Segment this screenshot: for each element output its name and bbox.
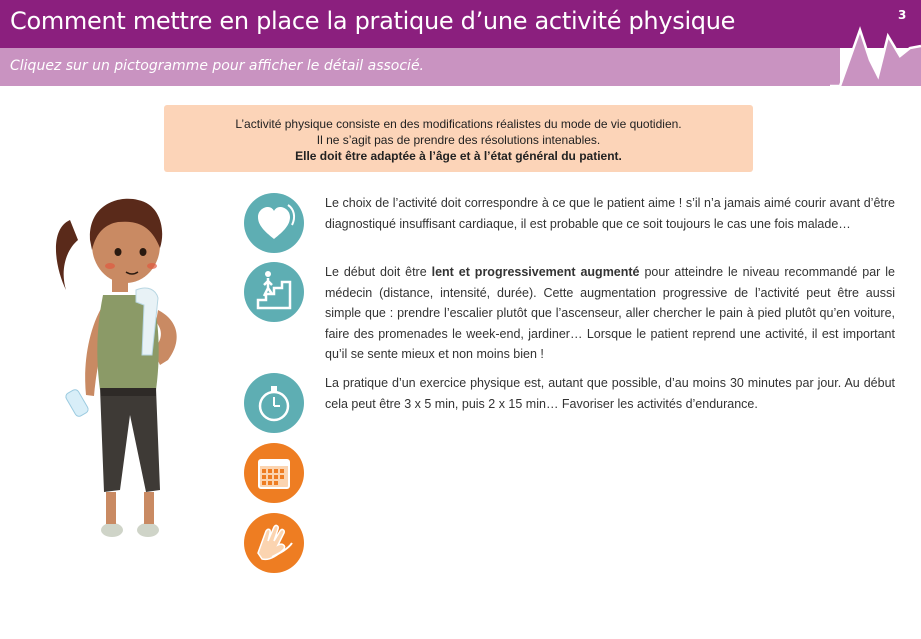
intro-line-1: L’activité physique consiste en des modifications réalistes du mode de vie quotidien. [235,117,682,131]
stairs-icon[interactable] [244,262,304,322]
page-number: 3 [898,8,907,22]
paragraph-progression-start: Le début doit être [325,265,432,279]
paragraph-preferences: Le choix de l’activité doit correspondre à ce que le patient aime ! s’il n’a jamais aimé courir avant d’être diagnostiqué insuffisant cardiaque, il est probable que ce soit toujours le cas une fois malade… [325,196,895,231]
header-bar [0,0,921,48]
paragraph-progression-end: pour atteindre le niveau recommandé par le médecin (distance, intensité, durée). Cette augmentation progressive de l’activité peut être aussi simple que : prendre l’escalier plutôt que l’ascenseur, aller chercher le pain à pied plutôt qu’en voiture, faire des promenades le week-end, jardiner… Lorsque le patient reprend une activité, il est important qu’il se sente mieux et non moins bien ! [325,265,895,361]
intro-line-2: Il ne s’agit pas de prendre des résolutions intenables. [316,133,601,147]
intro-line-3: Elle doit être adaptée à l’âge et à l’état général du patient. [295,149,622,163]
paragraph-duration: La pratique d’un exercice physique est, autant que possible, d’au moins 30 minutes par jour. Au début cela peut être 3 x 5 min, puis 2 x 15 min… Favoriser les activités d’endurance. [325,376,895,411]
hands-icon[interactable] [244,513,304,573]
page-title: Comment mettre en place la pratique d’une activité physique [10,7,736,35]
mountain-peaks-decoration [830,26,921,86]
paragraph-progression [325,262,895,365]
calendar-icon[interactable] [244,443,304,503]
paragraph-progression-emphasis: lent et progressivement augmenté [431,265,640,279]
intro-box [164,105,753,172]
subtitle-bar [0,48,840,86]
heart-icon[interactable] [244,193,304,253]
instruction-text: Cliquez sur un pictogramme pour afficher le détail associé. [10,58,425,74]
stopwatch-icon[interactable] [244,373,304,433]
woman-illustration [48,190,198,550]
